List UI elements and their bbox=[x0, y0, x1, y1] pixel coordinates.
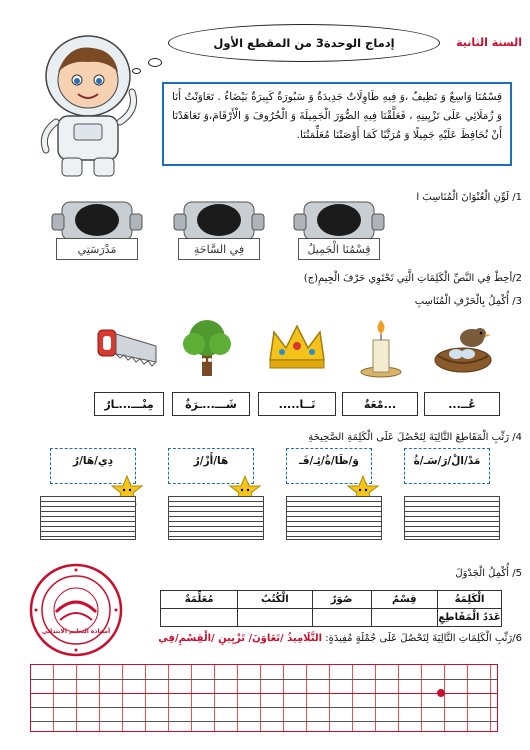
title-option[interactable] bbox=[290, 196, 388, 266]
robot-head-icon bbox=[290, 196, 388, 242]
q2-title: 2/أحِطْ فِي النَّصِّ الْكَلِمَاتِ الَّتِي تَحْتَوِي حَرْفَ الْجِيمِ(ج) bbox=[303, 273, 522, 284]
title-option-label: مَدْرَسَتِي bbox=[56, 238, 138, 260]
unit-title: إدماج الوحدة3 من المقطع الأول bbox=[213, 36, 395, 50]
title-option-label: فِي السَّاحَةِ bbox=[178, 238, 260, 260]
complete-letter-text: شَـــ...ـرَةٌ bbox=[185, 397, 237, 411]
title-option-label: قِسْمُنَا الْجَمِيلُ bbox=[298, 238, 380, 260]
tree-icon bbox=[172, 316, 242, 380]
answer-lines[interactable] bbox=[168, 496, 264, 540]
candle-icon bbox=[346, 316, 416, 380]
complete-letter-box[interactable] bbox=[172, 392, 250, 416]
table-cell: قِسْمٌ bbox=[371, 591, 437, 609]
q5-title: 5/ أُكْمِلُ الْجَدْوَلَ bbox=[455, 568, 522, 579]
answer-lines[interactable] bbox=[40, 496, 136, 540]
answer-cell[interactable] bbox=[371, 609, 437, 627]
answer-lines[interactable] bbox=[404, 496, 500, 540]
syllable-count-table bbox=[160, 590, 502, 627]
answer-cell[interactable] bbox=[238, 609, 312, 627]
passage-text: قِسْمُنَا وَاسِعٌ وَ نَظِيفٌ ،وَ فِيهِ طَاوِلَاتٌ جَدِيدَةٌ وَ سَبُورَةٌ كَبِيرَةٌ بَيْضَاءُ . تَعَاوَنْتُ أَنَا وَ زُمَلَائِي عَلَى تَزْيِينِهِ ، فَعَلَّقْنَا فِيهِ الصُّوَرَ الْجَمِيلَةَ وَ الْحُرُوفَ وَ الْأَرْقَامَ،وَ تَعَاهَدْنَا أَنْ نُحَافِظَ عَلَيْهِ جَمِيلًا وَ مُرَتَّبًا كَمَا أَوْصَتْنَا مُعَلِّمَتُنَا. bbox=[172, 91, 502, 141]
complete-letter-box[interactable] bbox=[258, 392, 336, 416]
saw-icon bbox=[92, 316, 162, 380]
answer-cell[interactable] bbox=[312, 609, 371, 627]
title-speech-bubble bbox=[168, 24, 440, 62]
table-row bbox=[161, 591, 502, 609]
reading-passage bbox=[162, 82, 512, 166]
table-cell: الْكُتُبُ bbox=[238, 591, 312, 609]
complete-letter-box[interactable] bbox=[342, 392, 418, 416]
bubble-tail-icon bbox=[148, 58, 162, 67]
q1-title: 1/ لَوِّنِ الْعُنْوَانَ الْمُنَاسِبَ ا bbox=[416, 192, 522, 203]
stamp-seal-icon bbox=[28, 562, 124, 658]
syllable-box bbox=[404, 448, 490, 484]
q6-words: التَّلَامِيذُ /تَعَاوَنَ/ تَزْيِينِ /الْقِسْمِ/فِي bbox=[158, 633, 323, 644]
table-cell: صُوَرٌ bbox=[312, 591, 371, 609]
q3-title: 3/ أُكْمِلُ بِالْحَرْفِ الْمُنَاسِبِ bbox=[414, 296, 522, 307]
syllable-text: دِي/هَا/رُ bbox=[73, 455, 113, 467]
q6-instruction: 6/رَتِّبِ الْكَلِمَاتِ التَّالِيَةَ لِتَحْصُلَ عَلَى جُمْلَةٍ مُفِيدَةٍ: bbox=[325, 633, 522, 644]
title-option[interactable] bbox=[48, 196, 146, 266]
title-option[interactable] bbox=[170, 196, 268, 266]
syllable-text: مَدْ/الْ/رَ/سَـ/ةُ bbox=[413, 455, 481, 467]
bird-nest-icon bbox=[428, 316, 498, 380]
writing-lines-area[interactable] bbox=[30, 664, 498, 732]
stamp-text: أستاذة التعليم الابتدائي bbox=[41, 628, 111, 635]
q4-title: 4/ رَتِّبِ الْمَقَاطِعَ التَّالِيَةَ لِتَحْصُلَ عَلَى الْكَلِمَةِ الصَّحِيحَةِ bbox=[308, 432, 522, 443]
complete-letter-text: تَــا..... bbox=[278, 397, 316, 411]
astronaut-icon bbox=[28, 30, 148, 180]
teacher-stamp bbox=[28, 562, 124, 658]
robot-head-icon bbox=[48, 196, 146, 242]
complete-letter-box[interactable] bbox=[94, 392, 164, 416]
crown-icon bbox=[262, 316, 332, 380]
table-header-cell: الْكَلِمَةُ bbox=[438, 591, 502, 609]
complete-letter-text: ...مْعَةٌ bbox=[363, 397, 397, 411]
grade-label: السنة الثانية bbox=[456, 36, 522, 49]
answer-lines[interactable] bbox=[286, 496, 382, 540]
start-dot-icon bbox=[437, 689, 445, 697]
complete-letter-text: مِنْـــ...ـارٌ bbox=[104, 397, 154, 411]
syllable-text: وَ/ظَا/ةُ/ئِـ/فَـ bbox=[299, 455, 359, 467]
q6-title bbox=[158, 633, 522, 644]
complete-letter-text: عُــ... bbox=[448, 397, 476, 411]
answer-cell[interactable] bbox=[161, 609, 238, 627]
table-header-cell: عَدَدُ الْمَقَاطِعِ bbox=[438, 609, 502, 627]
syllable-text: هَا/أَزْ/رُ bbox=[193, 455, 229, 467]
table-cell: مُعَلِّمَةٌ bbox=[161, 591, 238, 609]
complete-letter-box[interactable] bbox=[424, 392, 500, 416]
robot-head-icon bbox=[170, 196, 268, 242]
table-row bbox=[161, 609, 502, 627]
